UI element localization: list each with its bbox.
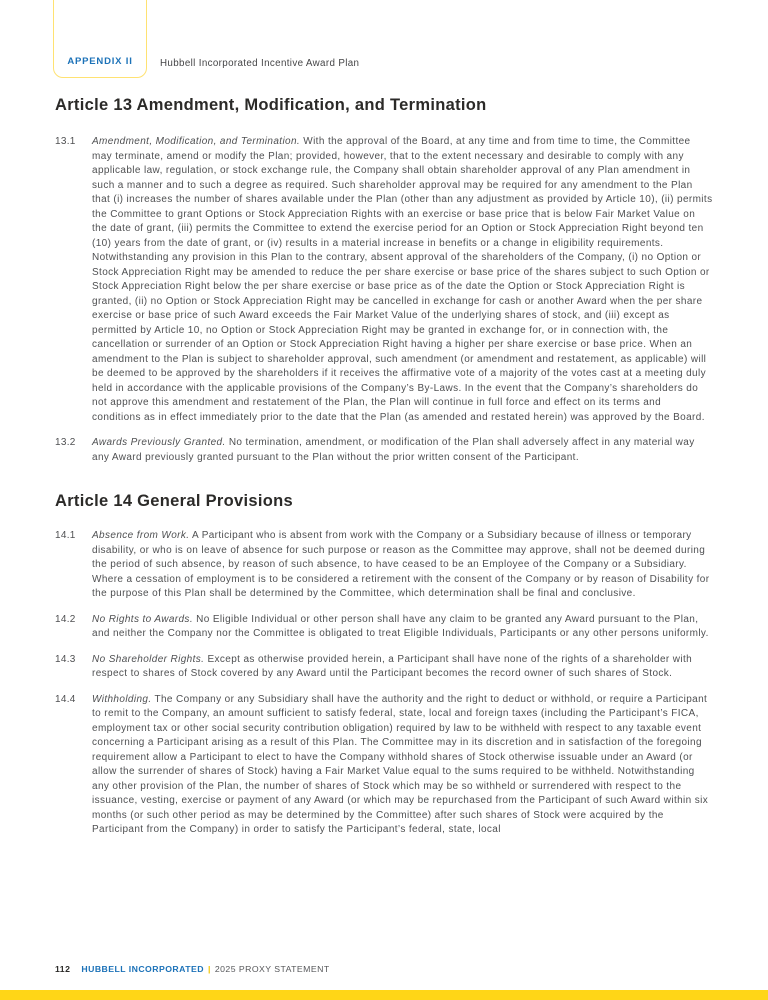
section-lead: No Rights to Awards.: [92, 613, 193, 625]
footer-company: HUBBELL INCORPORATED: [81, 964, 204, 974]
footer-separator: |: [207, 964, 211, 974]
page-content: [55, 96, 713, 849]
section-lead: Absence from Work.: [92, 530, 190, 541]
appendix-tab: [53, 0, 147, 78]
section-lead: No Shareholder Rights.: [92, 653, 205, 665]
section-body: The Company or any Subsidiary shall have the authority and the right to deduct or withhold, or require a Participant to remit to the Company, an amount sufficient to satisfy federal, state, local and foreign taxes (including the Participant’s FICA, employment tax or other social security contribution obligation) required by law to be withheld with respect to any taxable event concerning a Participant arising as a result of this Plan. The Committee may in its discretion and in satisfaction of the foregoing requirement allow a Participant to elect to have the Company withhold shares of Stock otherwise issuable under an Award (or allow the surrender of shares of Stock) having a Fair Market Value equal to the sums required to be withheld. Notwithstanding any other provision of the Plan, the number of shares of Stock which may be so withheld or surrendered with respect to the issuance, vesting, exercise or payment of any Award (or which may be repurchased from the Participant of such Award within six months (or such other period as may be determined by the Committee) after such shares of Stock were acquired by the Participant from the Company) in order to satisfy the Participant’s federal, state, local: [92, 693, 709, 835]
page-number: 112: [55, 964, 71, 974]
section-lead: Awards Previously Granted.: [92, 437, 226, 448]
page-footer: [55, 964, 330, 974]
section-body: A Participant who is absent from work with the Company or a Subsidiary because of illness or temporary disability, or who is on leave of absence for such purpose or reason as the Committee may approve, shall not be deemed during the period of such absence, by reason of such absence, to have ceased to be an Employee of the Company or a Subsidiary. Where a cessation of employment is to be considered a retirement with the consent of the Company or by reason of Disability for the purpose of this Plan shall be determined by the Committee, which determination shall be final and conclusive.: [92, 530, 710, 599]
section-number: 14.1: [55, 530, 76, 541]
section-text: [92, 613, 713, 642]
section-lead: Withholding.: [92, 693, 152, 705]
section-number: 13.2: [55, 437, 76, 448]
section-body: No Eligible Individual or other person shall have any claim to be granted any Award pursuant to the Plan, and neither the Company nor the Committee is obligated to treat Eligible Individuals, Participants or any other persons uniformly.: [92, 613, 709, 639]
article-14-heading: Article 14 General Provisions: [55, 492, 293, 510]
section-text: [92, 653, 713, 682]
footer-document-title: 2025 PROXY STATEMENT: [214, 964, 330, 974]
section-number: 14.4: [55, 693, 76, 705]
section-14-1: [55, 529, 713, 602]
section-body: With the approval of the Board, at any time and from time to time, the Committee may terminate, amend or modify the Plan; provided, however, that to the extent necessary and desirable to comply with any applicable law, regulation, or stock exchange rule, the Company shall obtain shareholder approval of any Plan amendment in such a manner and to such a degree as required. Such shareholder approval may be required for any amendment to the Plan that (i) increases the number of shares available under the Plan (other than any adjustment as provided by Article 10), (ii) permits the Committee to grant Options or Stock Appreciation Rights with an exercise or base price that is below Fair Market Value on the date of grant, (iii) permits the Committee to extend the exercise period for an Option or Stock Appreciation Right beyond ten (10) years from the date of grant, or (iv) results in a material increase in benefits or a change in eligibility requirements. Notwithstanding any provision in this Plan to the contrary, absent approval of the shareholders of the Company, (i) no Option or Stock Appreciation Right may be amended to reduce the per share exercise or base price of the shares subject to such Option or Stock Appreciation Right below the per share exercise or base price as of the date the Option or Stock Appreciation Right is granted, (ii) no Option or Stock Appreciation Right may be cancelled in exchange for cash or another Award when the per share exercise or base price of such Award exceeds the Fair Market Value of the underlying shares of stock, and (iii) except as permitted by Article 10, no Option or Stock Appreciation Right may be granted in exchange for, or in connection with, the cancellation or surrender of an Option or Stock Appreciation Right having a higher per share exercise or base price. When an amendment to the Plan is subject to shareholder approval, such amendment (or amendment and restatement, as applicable) will be deemed to be approved by the shareholders if it receives the affirmative vote of a majority of the votes cast at a meeting duly held in accordance with the applicable provisions of the Company’s By-Laws. In the event that the Company’s shareholders do not approve this amendment and restatement of the Plan, the Plan will continue in full force and effect on its terms and conditions as in effect immediately prior to the date that the Plan (as amended and restated herein) was approved by the Board.: [92, 136, 713, 423]
section-text: [92, 135, 713, 425]
section-number: 14.2: [55, 613, 76, 625]
section-13-1: [55, 135, 713, 425]
section-number: 13.1: [55, 136, 76, 147]
document-header-title: Hubbell Incorporated Incentive Award Plan: [160, 58, 360, 69]
appendix-label: APPENDIX II: [67, 56, 133, 67]
footer-accent-bar: [0, 990, 768, 1000]
section-13-2: [55, 436, 713, 465]
section-14-4: [55, 693, 713, 838]
section-14-2: [55, 613, 713, 642]
section-body: No termination, amendment, or modification of the Plan shall adversely affect in any material way any Award previously granted pursuant to the Plan without the prior written consent of the Participant.: [92, 437, 695, 463]
section-text: [92, 436, 713, 465]
section-lead: Amendment, Modification, and Termination.: [92, 136, 301, 147]
section-text: [92, 529, 713, 602]
section-text: [92, 693, 713, 838]
article-13-heading: Article 13 Amendment, Modification, and Termination: [55, 96, 487, 114]
section-body: Except as otherwise provided herein, a Participant shall have none of the rights of a shareholder with respect to shares of Stock covered by any Award until the Participant becomes the record owner of such shares of Stock.: [92, 653, 693, 679]
section-number: 14.3: [55, 653, 76, 665]
section-14-3: [55, 653, 713, 682]
